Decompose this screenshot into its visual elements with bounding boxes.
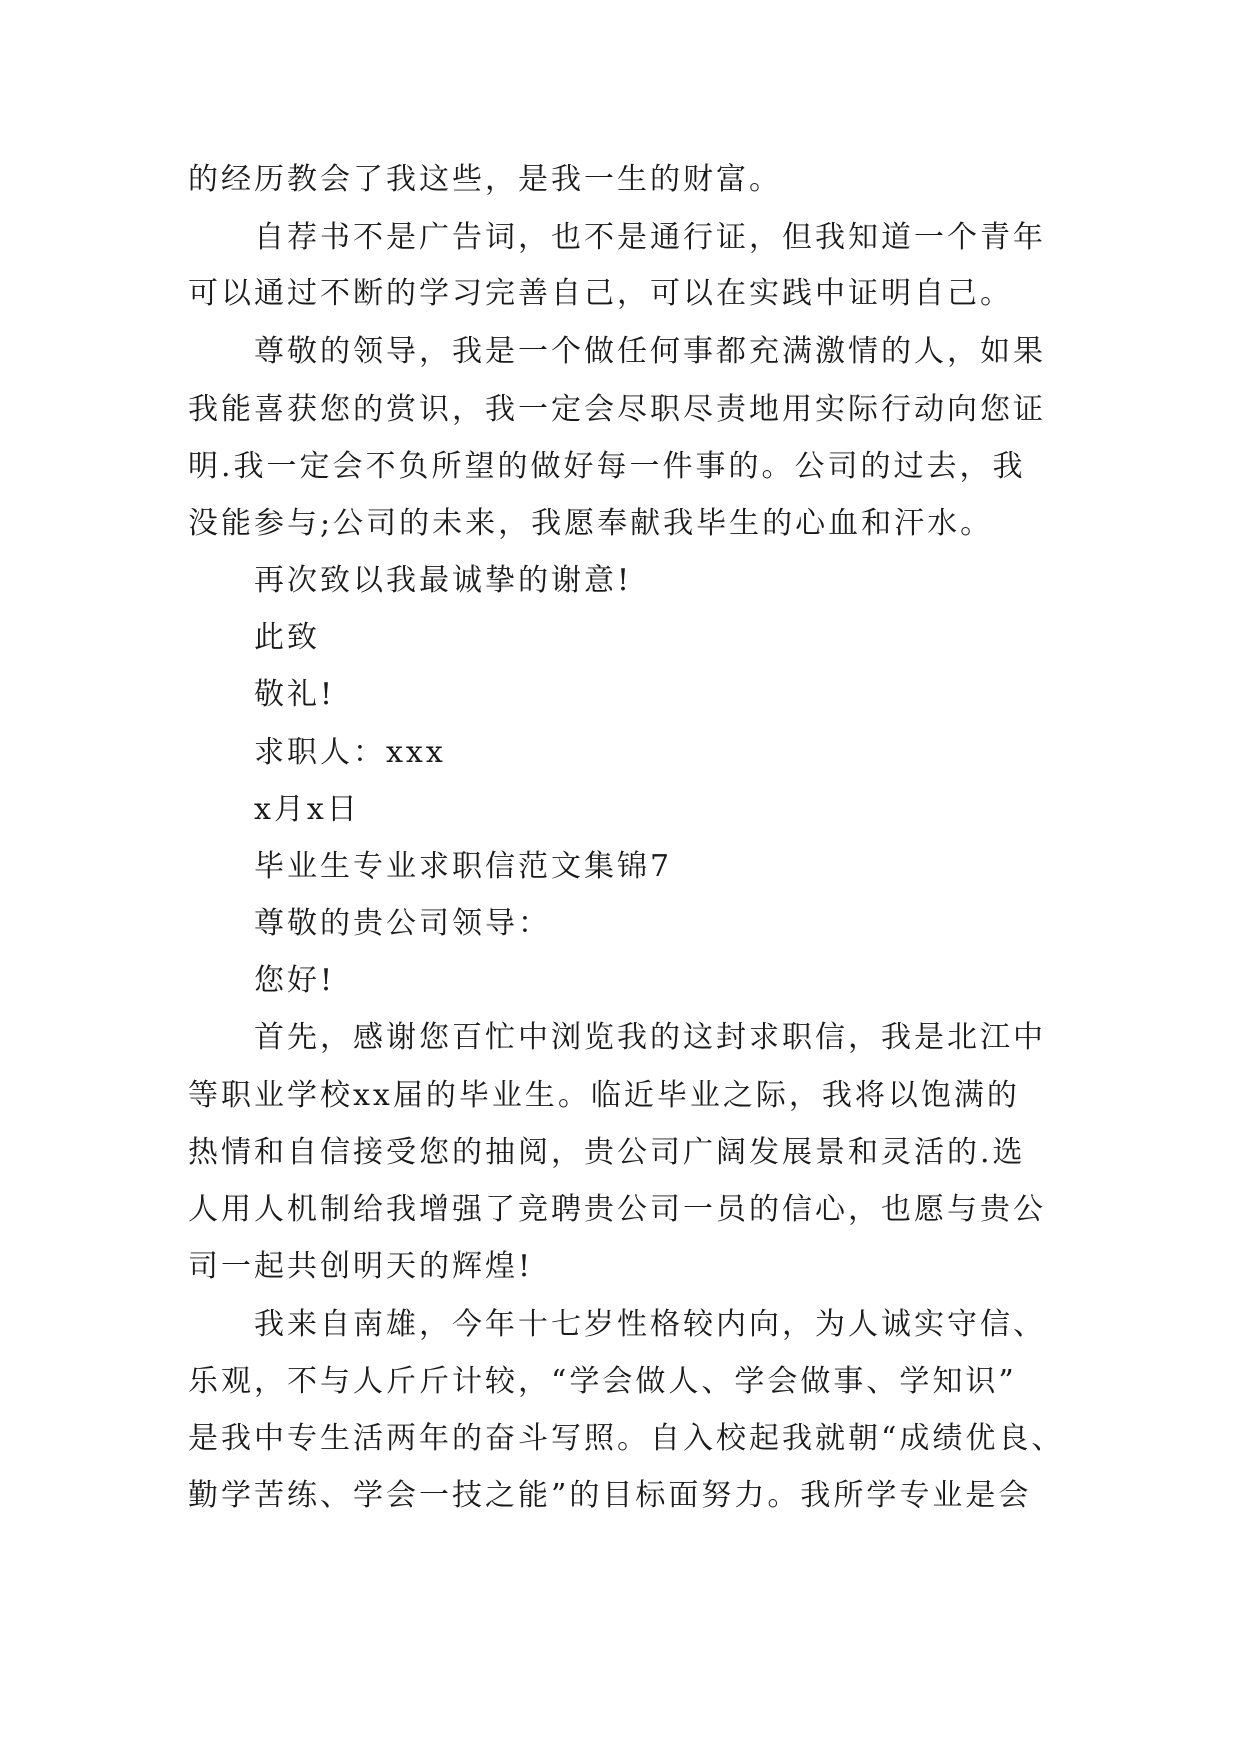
text-line: 没能参与;公司的未来，我愿奉献我毕生的心血和汗水。 bbox=[188, 506, 994, 541]
text-line: 等职业学校xx届的毕业生。临近毕业之际，我将以饱满的 bbox=[188, 1078, 1020, 1113]
text-line: 尊敬的领导，我是一个做任何事都充满激情的人，如果 bbox=[254, 334, 1046, 369]
text-line: 此致 bbox=[254, 620, 320, 655]
text-line: 我来自南雄，今年十七岁性格较内向，为人诚实守信、 bbox=[254, 1307, 1046, 1342]
text-line: 自荐书不是广告词，也不是通行证，但我知道一个青年 bbox=[254, 220, 1046, 255]
text-line: 我能喜获您的赏识，我一定会尽职尽责地用实际行动向您证 bbox=[188, 392, 1046, 427]
text-line: 敬礼! bbox=[254, 677, 336, 712]
text-line: 毕业生专业求职信范文集锦7 bbox=[254, 849, 673, 884]
text-line: 明.我一定会不负所望的做好每一件事的。公司的过去，我 bbox=[188, 449, 1026, 484]
text-line: 您好! bbox=[254, 963, 336, 998]
text-line: 乐观，不与人斤斤计较，“学会做人、学会做事、学知识” bbox=[188, 1364, 1017, 1399]
text-line: 再次致以我最诚挚的谢意! bbox=[254, 563, 633, 598]
text-line: 求职人：xxx bbox=[254, 735, 446, 770]
text-line: 热情和自信接受您的抽阅，贵公司广阔发展景和灵活的.选 bbox=[188, 1135, 1026, 1170]
text-line: 可以通过不断的学习完善自己，可以在实践中证明自己。 bbox=[188, 276, 1013, 311]
text-line: 首先，感谢您百忙中浏览我的这封求职信，我是北江中 bbox=[254, 1020, 1046, 1055]
text-line: 的经历教会了我这些，是我一生的财富。 bbox=[188, 162, 782, 197]
text-line: 勤学苦练、学会一技之能”的目标面努力。我所学专业是会 bbox=[188, 1478, 1032, 1513]
text-line: 司一起共创明天的辉煌! bbox=[188, 1249, 534, 1284]
text-line: 人用人机制给我增强了竞聘贵公司一员的信心，也愿与贵公 bbox=[188, 1192, 1046, 1227]
text-line: 尊敬的贵公司领导： bbox=[254, 906, 551, 941]
text-line: x月x日 bbox=[254, 792, 360, 827]
text-line: 是我中专生活两年的奋斗写照。自入校起我就朝“成绩优良、 bbox=[188, 1421, 1065, 1456]
